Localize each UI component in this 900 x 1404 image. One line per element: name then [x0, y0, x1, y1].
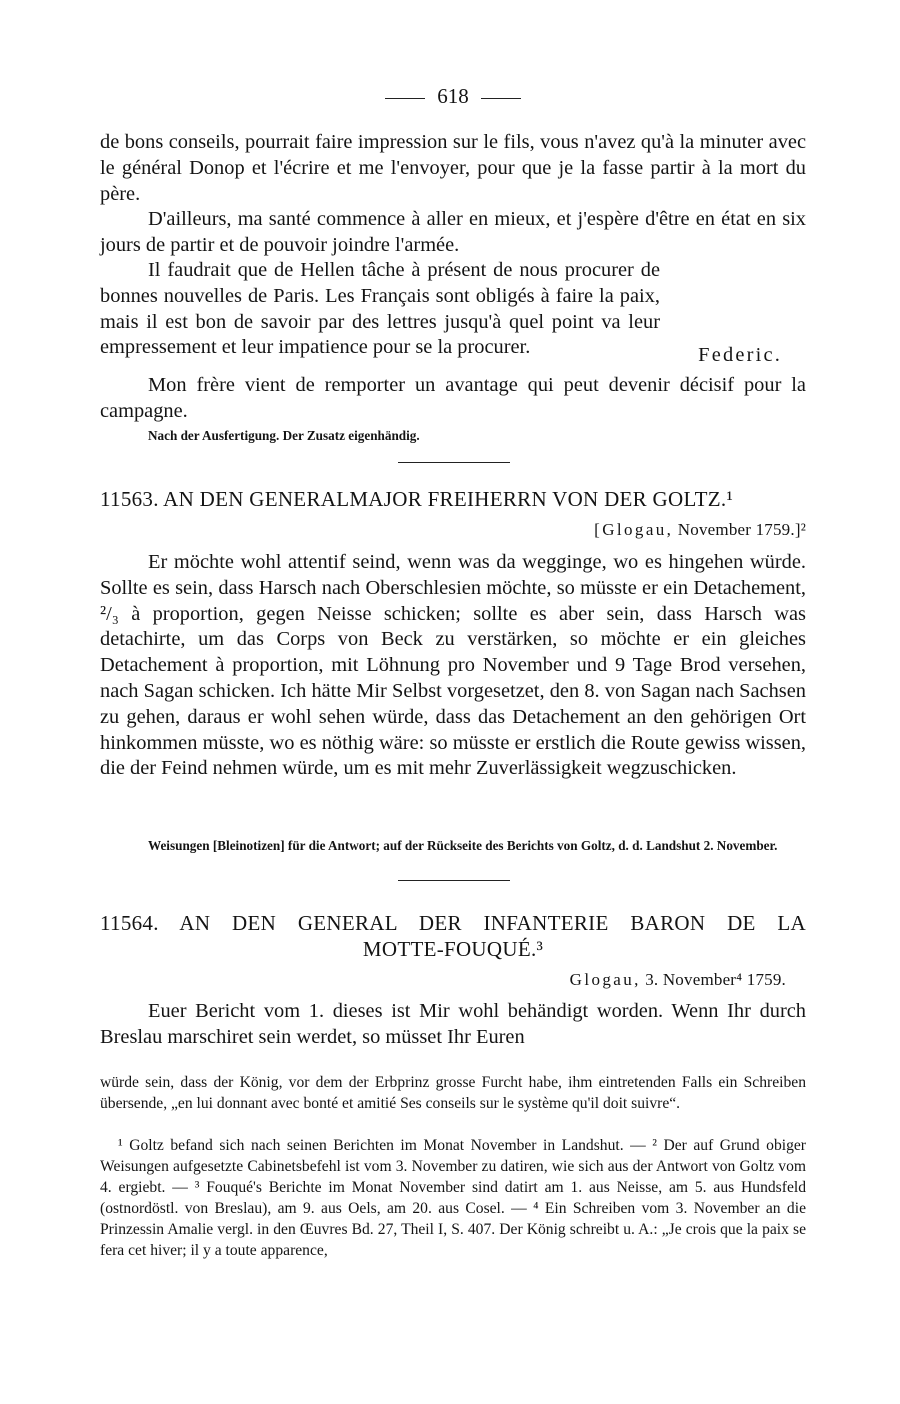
signature: Federic. — [698, 344, 782, 366]
section-divider-2 — [398, 880, 510, 881]
entry-11563-dateline — [594, 520, 806, 540]
entry-11564-title-line2: MOTTE-FOUQUÉ.³ — [362, 937, 544, 961]
dateline-place: [Glogau, — [594, 520, 674, 539]
section-divider-1 — [398, 462, 510, 463]
dateline-date: November 1759.]² — [677, 520, 806, 539]
dateline-place: Glogau, — [569, 970, 641, 989]
entry-11563-body: Er möchte wohl attentif seind, wenn was da wegginge, wo es hingehen würde. Sollte es sein, dass Harsch nach Oberschlesien möchte, so müsste er ein Detachement, ²/₃ à proportion, gegen Neisse schicken; sollte es aber sein, dass Harsch was detachirte, um das Corps von Beck zu verstärken, so möchte er ein gleiches Detachement à proportion, mit Löhnung pro November und 9 Tage Brod versehen, nach Sagan schicken. Ich hätte Mir Selbst vorgesetzet, den 8. von Sagan nach Sachsen zu gehen, daraus er wohl sehen würde, dass das Detachement an den gehörigen Ort hinkommen müsste, wo es nöthig wäre: so müsste er erstlich die Route gewiss wissen, die der Feind nehmen würde, um es mit mehr Zuverlässigkeit wegzuschicken. — [100, 551, 806, 780]
source-note-1: Nach der Ausfertigung. Der Zusatz eigenhändig. — [148, 428, 420, 443]
letter-paragraph-3: Il faudrait que de Hellen tâche à présent de nous procurer de bonnes nouvelles de Paris. Les Français sont obligés à faire la paix, mais il est bon de savoir par des lettres jusqu'à quel point va leur empressement et leur impatience pour se la procurer. — [100, 259, 660, 359]
footnotes: ¹ Goltz befand sich nach seinen Berichten im Monat November in Landshut. — ² Der auf Grund obiger Weisungen aufgesetzte Cabinetsbefehl ist vom 3. November zu datiren, wie sich aus der Antwort von Goltz vom 4. ergiebt. — ³ Fouqué's Berichte im Monat November sind datirt am 1. aus Neisse, am 5. aus Hundsfeld (ostnordöstl. von Breslau), am 9. aus Oels, am 20. aus Cosel. — ⁴ Ein Schreiben vom 3. November an die Prinzessin Amalie vergl. in den Œuvres Bd. 27, Theil I, S. 407. Der König schreibt u. A.: „Je crois que la paix se fera cet hiver; il y a toute apparence, — [100, 1137, 806, 1259]
entry-11564-dateline — [570, 970, 786, 990]
entry-11564-body: Euer Bericht vom 1. dieses ist Mir wohl behändigt worden. Wenn Ihr durch Breslau marschiret sein werdet, so müsset Ihr Euren — [100, 1000, 806, 1048]
page-number: 618 — [437, 84, 469, 108]
entry-11563-title: 11563. AN DEN GENERALMAJOR FREIHERRN VON DER GOLTZ.¹ — [100, 487, 734, 511]
letter-paragraph-1: de bons conseils, pourrait faire impression sur le fils, vous n'avez qu'à la minuter avec le général Donop et l'écrire et me l'envoyer, pour que je la fasse partir à la mort du père. — [100, 131, 806, 205]
header-dash-right — [481, 98, 521, 99]
letter-paragraph-2: D'ailleurs, ma santé commence à aller en mieux, et j'espère d'être en état en six jours de partir et de pouvoir joindre l'armée. — [100, 208, 806, 256]
dateline-date: 3. November⁴ 1759. — [645, 970, 786, 989]
header-dash-left — [385, 98, 425, 99]
running-header — [100, 84, 806, 109]
footnote-carryover: würde sein, dass der König, vor dem der Erbprinz grosse Furcht habe, ihm eintretenden Falls ein Schreiben übersende, „en lui donnant avec bonté et amitié Ses conseils sur le système qu'il doit suivre“. — [100, 1074, 806, 1112]
entry-11564-title-line1: 11564. AN DEN GENERAL DER INFANTERIE BARON DE LA — [100, 911, 806, 935]
source-note-2: Weisungen [Bleinotizen] für die Antwort; auf der Rückseite des Berichts von Goltz, d. d. Landshut 2. November. — [148, 838, 778, 853]
postscript: Mon frère vient de remporter un avantage qui peut devenir décisif pour la campagne. — [100, 374, 806, 422]
